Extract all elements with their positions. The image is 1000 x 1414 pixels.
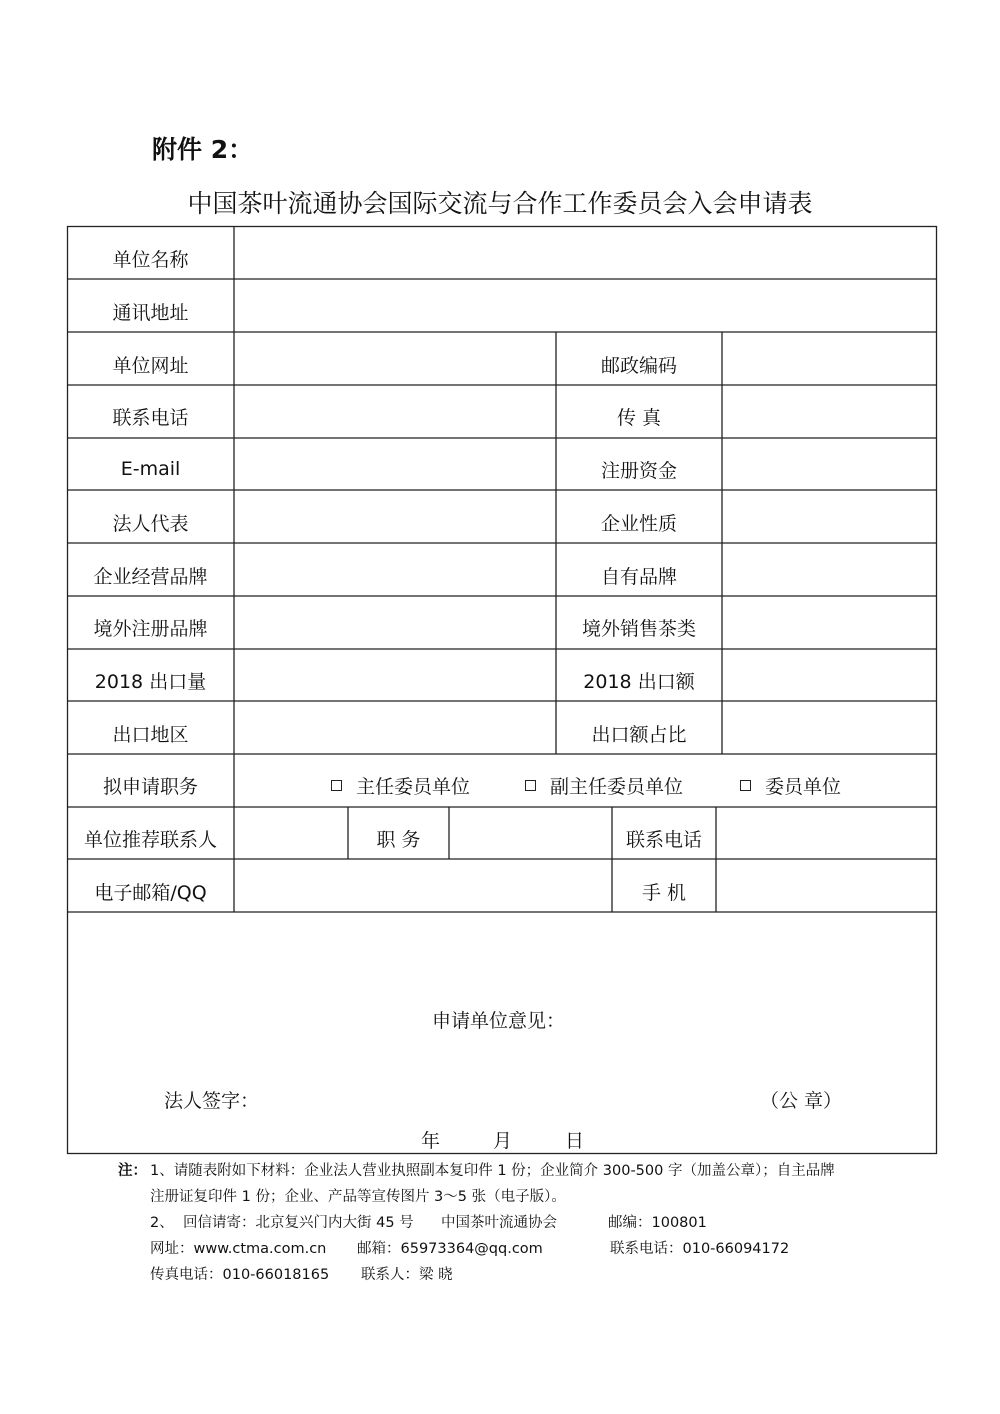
label-fax: 传 真 xyxy=(616,406,662,429)
label-overseas-brands: 境外注册品牌 xyxy=(93,617,208,640)
note-contact: 联系人：梁 晓 xyxy=(361,1267,453,1283)
label-postcode: 邮政编码 xyxy=(600,354,677,377)
note-2-label: 2、 xyxy=(150,1215,174,1231)
attachment-label: 附件 2： xyxy=(152,135,254,164)
note-fax: 传真电话：010-66018165 xyxy=(150,1267,330,1283)
option-vice-chair-unit[interactable] xyxy=(525,772,683,799)
note-website: 网址：www.ctma.com.cn xyxy=(150,1241,327,1257)
label-overseas-tea: 境外销售茶类 xyxy=(581,617,696,640)
input-address[interactable] xyxy=(235,280,936,332)
label-position: 拟申请职务 xyxy=(102,775,198,798)
notes-prefix: 注： xyxy=(118,1163,147,1179)
checkbox-icon xyxy=(331,780,342,791)
label-contact-person: 单位推荐联系人 xyxy=(83,828,217,851)
option-chair-unit[interactable] xyxy=(331,772,470,799)
note-email: 邮箱：65973364@qq.com xyxy=(357,1241,543,1257)
label-phone: 联系电话 xyxy=(112,406,189,429)
input-website[interactable] xyxy=(235,333,556,385)
option-label: 委员单位 xyxy=(765,776,842,798)
date-month: 月 xyxy=(493,1130,513,1152)
checkbox-icon xyxy=(525,780,536,791)
label-export-ratio: 出口额占比 xyxy=(591,723,687,746)
note-1-line1: 1、请随表附如下材料：企业法人营业执照副本复印件 1 份；企业简介 300-500 字（加盖公章）；自主品牌 xyxy=(150,1163,835,1179)
label-contact-phone: 联系电话 xyxy=(625,828,702,851)
note-2-zip: 邮编：100801 xyxy=(608,1215,707,1231)
note-2-org: 中国茶叶流通协会 xyxy=(441,1215,557,1231)
label-export-volume: 2018 出口量 xyxy=(94,670,207,693)
input-contact-person[interactable] xyxy=(235,808,348,859)
checkbox-icon xyxy=(740,780,751,791)
label-unit-name: 单位名称 xyxy=(112,248,189,271)
note-2-mail: 回信请寄：北京复兴门内大街 45 号 xyxy=(183,1215,414,1231)
option-member-unit[interactable] xyxy=(740,772,841,799)
form-title: 中国茶叶流通协会国际交流与合作工作委员会入会申请表 xyxy=(187,189,813,218)
date-day: 日 xyxy=(565,1130,585,1152)
label-mobile: 手 机 xyxy=(641,881,687,904)
label-address: 通讯地址 xyxy=(112,301,189,324)
input-postcode[interactable] xyxy=(723,333,936,385)
label-export-region: 出口地区 xyxy=(112,723,189,746)
signature-label: 法人签字： xyxy=(164,1090,260,1112)
label-capital: 注册资金 xyxy=(600,459,677,482)
label-enterprise-type: 企业性质 xyxy=(600,512,677,535)
label-own-brand: 自有品牌 xyxy=(600,565,677,588)
input-unit-name[interactable] xyxy=(235,227,936,279)
label-website: 单位网址 xyxy=(112,354,189,377)
label-email-qq: 电子邮箱/QQ xyxy=(94,881,207,904)
option-label: 副主任委员单位 xyxy=(550,776,684,798)
option-label: 主任委员单位 xyxy=(356,776,471,798)
label-legal-rep: 法人代表 xyxy=(112,512,189,535)
opinion-label: 申请单位意见： xyxy=(432,1010,566,1032)
note-tel: 联系电话：010-66094172 xyxy=(610,1241,790,1257)
seal-label: （公 章） xyxy=(760,1090,843,1112)
label-export-value: 2018 出口额 xyxy=(583,670,695,693)
label-email: E-mail xyxy=(120,458,181,480)
label-operated-brands: 企业经营品牌 xyxy=(93,565,208,588)
date-year: 年 xyxy=(421,1130,441,1152)
note-1-line2: 注册证复印件 1 份；企业、产品等宣传图片 3～5 张（电子版）。 xyxy=(150,1189,566,1205)
input-contact-phone[interactable] xyxy=(717,808,936,859)
label-job-title: 职 务 xyxy=(376,828,421,851)
